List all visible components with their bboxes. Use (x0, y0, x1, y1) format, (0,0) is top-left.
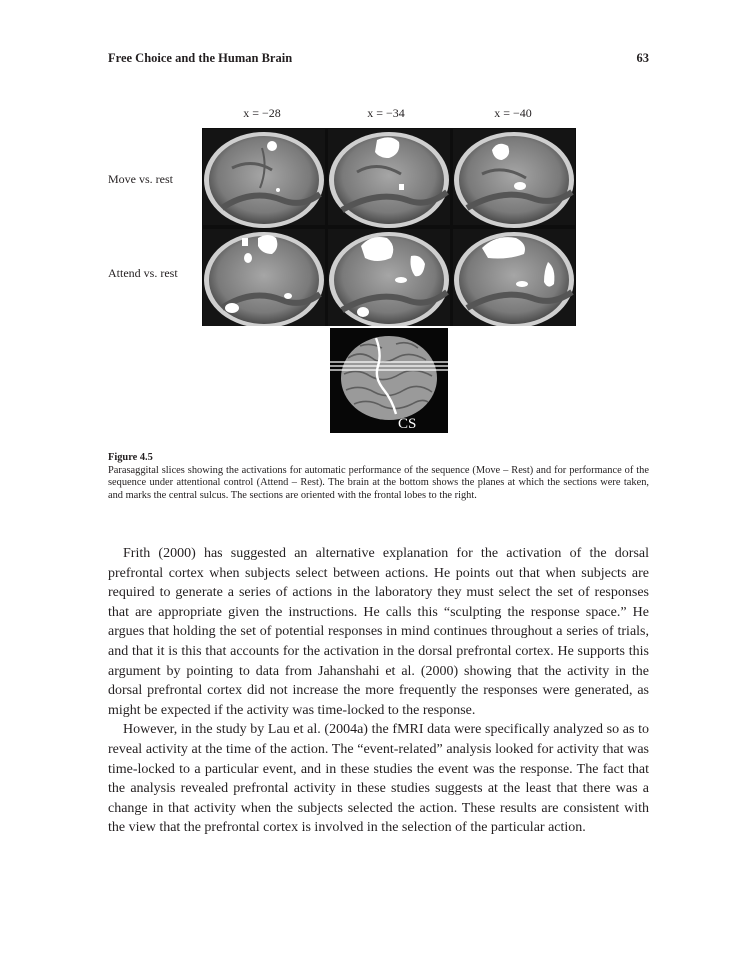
brain-slice-move-40 (453, 129, 575, 228)
brain-slice-move-34 (328, 129, 450, 228)
coordinate-label-1: x = −28 (243, 106, 281, 120)
row-label-move: Move vs. rest (108, 172, 173, 186)
brain-slice-attend-28 (203, 229, 325, 326)
brain-slice-grid (202, 128, 576, 326)
paragraph: However, in the study by Lau et al. (2004a) the fMRI data were specifically analyzed so as to reveal activity at the time of the action. The “event-related” analysis looked for activity that was time-locked to a particular event, and in these studies the event was the response. The fact that the analysis revealed prefrontal activity in these studies suggests at the least that there was a change in that activity when the subjects selected the action. These results are consistent with the view that the prefrontal cortex is involved in the selection of the particular action. (108, 722, 649, 836)
brain-slice-attend-34 (328, 229, 450, 326)
coordinate-label-3: x = −40 (494, 106, 532, 120)
row-label-attend: Attend vs. rest (108, 266, 178, 280)
central-sulcus-label: CS (398, 416, 417, 432)
caption-text: Parasaggital slices showing the activations for automatic performance of the sequence (Move – Rest) and for performance of the sequence under attentional control (Attend – Rest). The brain at the bottom shows the planes at which the sections were taken, and marks the central sulcus. The sections are oriented with the frontal lobes to the right. (108, 464, 649, 501)
brain-slice-move-28 (203, 129, 325, 228)
page-number: 63 (636, 51, 649, 65)
brain-slice-attend-40 (453, 229, 575, 326)
body-text (108, 544, 649, 838)
reference-brain-top-view (330, 328, 448, 433)
caption-label: Figure 4.5 (108, 452, 153, 463)
figure-caption (108, 452, 649, 502)
coordinate-label-2: x = −34 (367, 106, 405, 120)
running-title: Free Choice and the Human Brain (108, 51, 293, 65)
paragraph: Frith (2000) has suggested an alternative explanation for the activation of the dorsal prefrontal cortex when subjects select between actions. He points out that when subjects are required to generate a series of actions in the laboratory they must select the set of responses that are appropriate given the instructions. He calls this “sculpting the response space.” He argues that holding the set of potential responses in mind continues throughout a series of trials, and that it is this that accounts for the activation in the dorsal prefrontal cortex. He supports this argument by pointing to data from Jahanshahi et al. (2000) showing that the activity in the dorsal prefrontal cortex did not increase the more frequently the responses were generated, as might be expected if the activity was time-locked to the response. (108, 546, 649, 718)
